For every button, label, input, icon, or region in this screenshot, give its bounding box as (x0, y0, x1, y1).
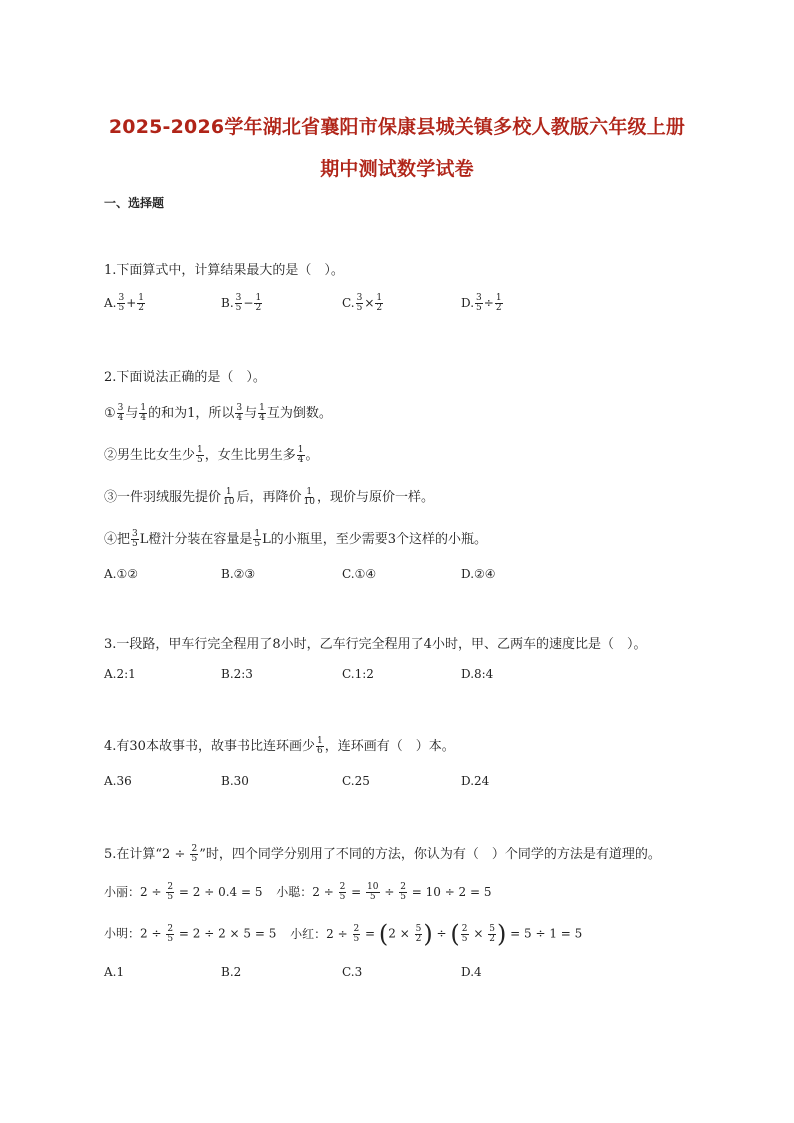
question-5-method-line-2 (104, 920, 583, 948)
numerator: 1 (225, 487, 232, 497)
text: ÷ (432, 926, 451, 941)
question-4-option-b[interactable]: B.30 (221, 774, 249, 788)
option-label: A. (104, 296, 117, 310)
paren: ) (423, 920, 433, 948)
denominator: 2 (255, 303, 262, 313)
fraction (166, 925, 174, 944)
numerator: 1 (197, 445, 203, 455)
numerator: 1 (254, 529, 261, 539)
denominator: 4 (297, 455, 304, 465)
fraction (302, 488, 315, 507)
paren: ) (496, 920, 507, 948)
denominator: 5 (400, 892, 406, 902)
numerator: 1 (495, 293, 502, 303)
fraction (488, 925, 496, 944)
question-2-option-a[interactable]: A.①② (104, 567, 138, 581)
denominator: 6 (316, 746, 323, 756)
denominator: 5 (167, 933, 174, 944)
text: ③一件羽绒服先提价 (104, 490, 222, 505)
fraction (353, 925, 361, 944)
text: = (361, 926, 379, 941)
question-2-option-d[interactable]: D.②④ (461, 567, 496, 581)
fraction (366, 883, 379, 902)
paren: ( (378, 920, 389, 948)
numerator: 5 (415, 923, 422, 934)
denominator: 5 (191, 854, 198, 864)
option-label: D. (461, 296, 475, 310)
page-title-line-1: 2025-2026学年湖北省襄阳市保康县城关镇多校人教版六年级上册 (108, 116, 686, 138)
fraction (166, 883, 174, 902)
question-2-statement-4 (104, 528, 487, 549)
denominator: 5 (339, 892, 346, 902)
numerator: 1 (255, 293, 262, 303)
question-2-statement-2 (104, 444, 319, 465)
text: = 5 ÷ 1 = 5 (506, 926, 583, 941)
fraction (297, 446, 305, 465)
text: 小红：2 ÷ (290, 926, 352, 941)
fraction (117, 294, 125, 313)
denominator: 5 (118, 303, 125, 313)
question-1-stem: 1.下面算式中，计算结果最大的是（ ）。 (104, 263, 344, 278)
text: ④把 (104, 532, 131, 547)
fraction (356, 294, 364, 313)
operator: + (126, 296, 137, 310)
text: L橙汁分装在容量是 (139, 532, 253, 547)
text: 4.有30本故事书，故事书比连环画少 (104, 739, 315, 754)
fraction (475, 294, 483, 313)
text: 5.在计算“2 ÷ (104, 847, 190, 862)
denominator: 5 (476, 303, 482, 313)
option-label: B. (221, 296, 234, 310)
fraction (495, 294, 503, 313)
denominator: 2 (376, 303, 383, 313)
denominator: 5 (197, 455, 203, 465)
fraction (235, 294, 243, 313)
text: = 10 ÷ 2 = 5 (407, 885, 492, 899)
question-1-option-d[interactable] (461, 294, 504, 313)
denominator: 2 (138, 303, 145, 313)
question-1-option-b[interactable] (221, 294, 263, 313)
fraction (253, 530, 261, 549)
denominator: 10 (303, 497, 315, 507)
fraction (339, 883, 347, 902)
question-3-stem: 3.一段路，甲车行完全程用了8小时，乙车行完全程用了4小时，甲、乙两车的速度比是（ ）。 (104, 637, 647, 652)
question-5-stem (104, 843, 661, 864)
question-5-option-c[interactable]: C.3 (342, 965, 363, 979)
denominator: 5 (167, 892, 174, 902)
numerator: 1 (138, 293, 145, 303)
fraction (117, 404, 125, 423)
question-4-option-a[interactable]: A.36 (104, 774, 132, 788)
numerator: 3 (117, 403, 124, 413)
question-5-option-b[interactable]: B.2 (221, 965, 242, 979)
option-label: C. (342, 296, 355, 310)
question-2-option-c[interactable]: C.①④ (342, 567, 377, 581)
question-3-option-a[interactable]: A.2:1 (104, 667, 136, 681)
denominator: 5 (353, 933, 360, 944)
numerator: 2 (191, 844, 198, 854)
question-4-stem (104, 735, 455, 756)
numerator: 1 (316, 736, 323, 746)
numerator: 2 (353, 923, 360, 934)
denominator: 4 (140, 413, 147, 423)
fraction (190, 845, 198, 864)
numerator: 1 (376, 293, 383, 303)
fraction (415, 925, 423, 944)
numerator: 2 (167, 923, 174, 934)
operator: × (364, 296, 375, 310)
numerator: 2 (167, 882, 174, 892)
denominator: 4 (236, 413, 243, 423)
numerator: 10 (367, 882, 379, 892)
text: 。 (305, 448, 319, 463)
question-3-option-d[interactable]: D.8:4 (461, 667, 494, 681)
fraction (131, 530, 139, 549)
question-5-option-d[interactable]: D.4 (461, 965, 482, 979)
question-5-option-a[interactable]: A.1 (104, 965, 125, 979)
fraction (254, 294, 262, 313)
fraction (139, 404, 147, 423)
fraction (316, 737, 324, 756)
text: 2 × (388, 926, 414, 941)
text: L的小瓶里，至少需要3个这样的小瓶。 (262, 532, 488, 547)
denominator: 4 (259, 413, 265, 423)
fraction (137, 294, 145, 313)
denominator: 5 (356, 303, 363, 313)
fraction (258, 404, 266, 423)
fraction (222, 488, 235, 507)
denominator: 5 (132, 539, 138, 549)
question-2-stem: 2.下面说法正确的是（ ）。 (104, 370, 266, 385)
text: 小明：2 ÷ (104, 926, 166, 941)
question-5-method-line-1 (104, 883, 492, 902)
numerator: 3 (476, 293, 482, 303)
text: 互为倒数。 (266, 406, 332, 421)
question-2-statement-3 (104, 486, 434, 507)
denominator: 10 (223, 497, 235, 507)
numerator: 3 (132, 529, 138, 539)
fraction (399, 883, 407, 902)
page-title-line-2: 期中测试数学试卷 (320, 158, 474, 180)
numerator: 3 (236, 403, 243, 413)
question-2-statement-1 (104, 402, 332, 423)
text: ，女生比男生多 (204, 448, 296, 463)
numerator: 5 (489, 923, 495, 934)
question-2-option-b[interactable]: B.②③ (221, 567, 256, 581)
text: 小聪：2 ÷ (276, 885, 338, 899)
text: = 2 ÷ 2 × 5 = 5 (175, 926, 277, 941)
denominator: 4 (117, 413, 124, 423)
operator: − (243, 296, 254, 310)
numerator: 3 (235, 293, 242, 303)
text: = 2 ÷ 0.4 = 5 (175, 885, 263, 899)
numerator: 3 (356, 293, 363, 303)
denominator: 5 (369, 892, 376, 902)
numerator: 1 (306, 487, 313, 497)
text: 后，再降价 (236, 490, 302, 505)
numerator: 1 (259, 403, 265, 413)
numerator: 1 (140, 403, 147, 413)
fraction (461, 925, 469, 944)
denominator: 2 (415, 933, 422, 944)
text: 与 (125, 406, 139, 421)
question-1-option-c[interactable] (342, 294, 384, 313)
numerator: 2 (400, 882, 406, 892)
question-4-option-d[interactable]: D.24 (461, 774, 490, 788)
text: × (469, 926, 488, 941)
text: 小丽：2 ÷ (104, 885, 166, 899)
question-3-option-c[interactable]: C.1:2 (342, 667, 374, 681)
question-3-option-b[interactable]: B.2:3 (221, 667, 253, 681)
numerator: 3 (118, 293, 125, 303)
denominator: 2 (495, 303, 502, 313)
section-heading: 一、选择题 (104, 196, 165, 210)
fraction (196, 446, 204, 465)
denominator: 2 (489, 933, 495, 944)
text: ，现价与原价一样。 (316, 490, 434, 505)
text: ① (104, 406, 116, 421)
text: ②男生比女生少 (104, 448, 196, 463)
text: ”时，四个同学分别用了不同的方法，你认为有（ ）个同学的方法是有道理的。 (199, 847, 661, 862)
question-4-option-c[interactable]: C.25 (342, 774, 370, 788)
question-1-option-a[interactable] (104, 294, 146, 313)
paren: ( (450, 920, 460, 948)
fraction (235, 404, 243, 423)
text: ÷ (380, 885, 399, 899)
fraction (375, 294, 383, 313)
operator: ÷ (483, 296, 494, 310)
text: ，连环画有（ ）本。 (324, 739, 455, 754)
denominator: 5 (254, 539, 261, 549)
text: 的和为1，所以 (148, 406, 235, 421)
text: 与 (244, 406, 258, 421)
text: = (347, 885, 366, 899)
denominator: 5 (235, 303, 242, 313)
numerator: 1 (297, 445, 304, 455)
numerator: 2 (339, 882, 346, 892)
denominator: 5 (461, 933, 468, 944)
numerator: 2 (461, 923, 468, 934)
